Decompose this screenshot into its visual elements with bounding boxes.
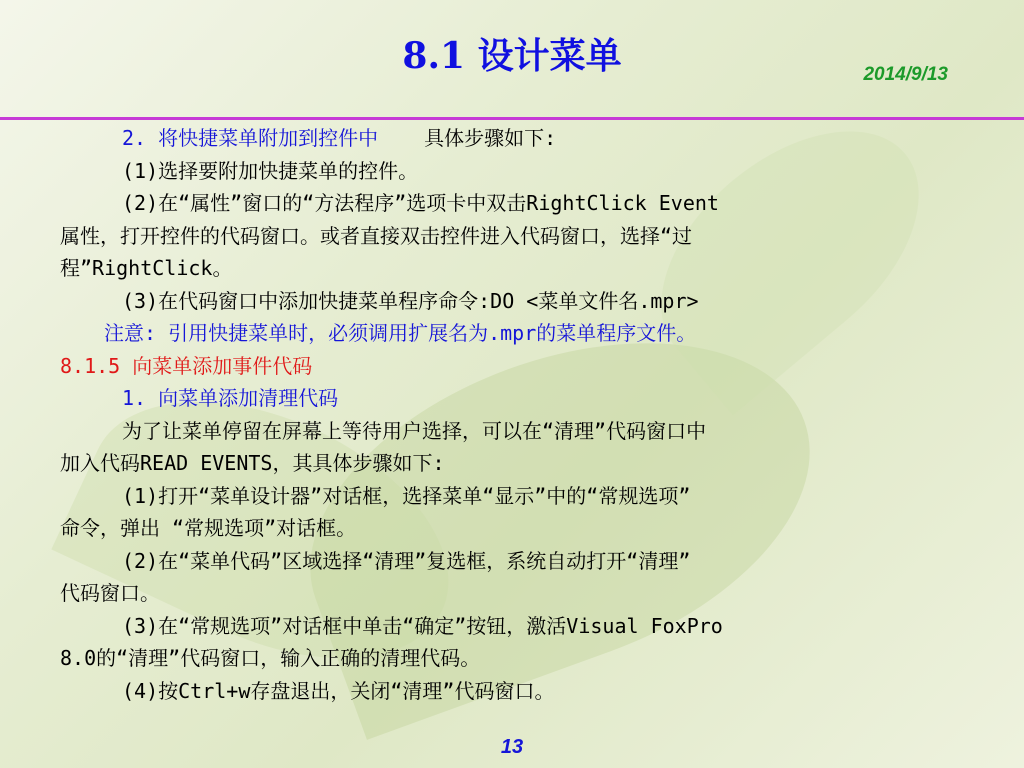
section-heading: 2. 将快捷菜单附加到控件中 <box>122 126 379 150</box>
note-line: 注意: 引用快捷菜单时，必须调用扩展名为.mpr的菜单程序文件。 <box>104 321 697 345</box>
body-line: 命令，弹出 “常规选项”对话框。 <box>60 516 357 540</box>
section-heading: 1. 向菜单添加清理代码 <box>122 386 339 410</box>
body-line: (1)选择要附加快捷菜单的控件。 <box>122 158 419 183</box>
slide-title: 8.1 设计菜单 <box>402 35 622 77</box>
body-line: (3)在代码窗口中添加快捷菜单程序命令:DO <菜单文件名.mpr> <box>122 288 699 313</box>
body-line: 为了让菜单停留在屏幕上等待用户选择，可以在“清理”代码窗口中 <box>122 418 707 443</box>
body-line: 属性，打开控件的代码窗口。或者直接双击控件进入代码窗口，选择“过 <box>60 223 693 248</box>
step-heading-attach <box>60 122 1000 155</box>
body-line: 代码窗口。 <box>60 581 160 605</box>
body-line: (1)打开“菜单设计器”对话框，选择菜单“显示”中的“常规选项” <box>122 483 691 508</box>
body-line: 程”RightClick。 <box>60 256 233 280</box>
body-line: (4)按Ctrl+w存盘退出，关闭“清理”代码窗口。 <box>122 678 555 703</box>
body-line: 8.0的“清理”代码窗口，输入正确的清理代码。 <box>60 646 481 670</box>
body-line: (3)在“常规选项”对话框中单击“确定”按钮，激活Visual FoxPro <box>122 613 723 638</box>
page-number: 13 <box>500 736 524 758</box>
subsection-heading: 8.1.5 向菜单添加事件代码 <box>60 353 313 378</box>
body-line: 加入代码READ EVENTS，其具体步骤如下: <box>60 451 445 475</box>
slide-body <box>60 122 1000 707</box>
title-divider <box>0 117 1024 120</box>
body-line: (2)在“菜单代码”区域选择“清理”复选框，系统自动打开“清理” <box>122 548 691 573</box>
body-line: (2)在“属性”窗口的“方法程序”选项卡中双击RightClick Event <box>122 191 719 215</box>
slide-date: 2014/9/13 <box>863 64 948 85</box>
body-text: 具体步骤如下: <box>424 126 557 150</box>
